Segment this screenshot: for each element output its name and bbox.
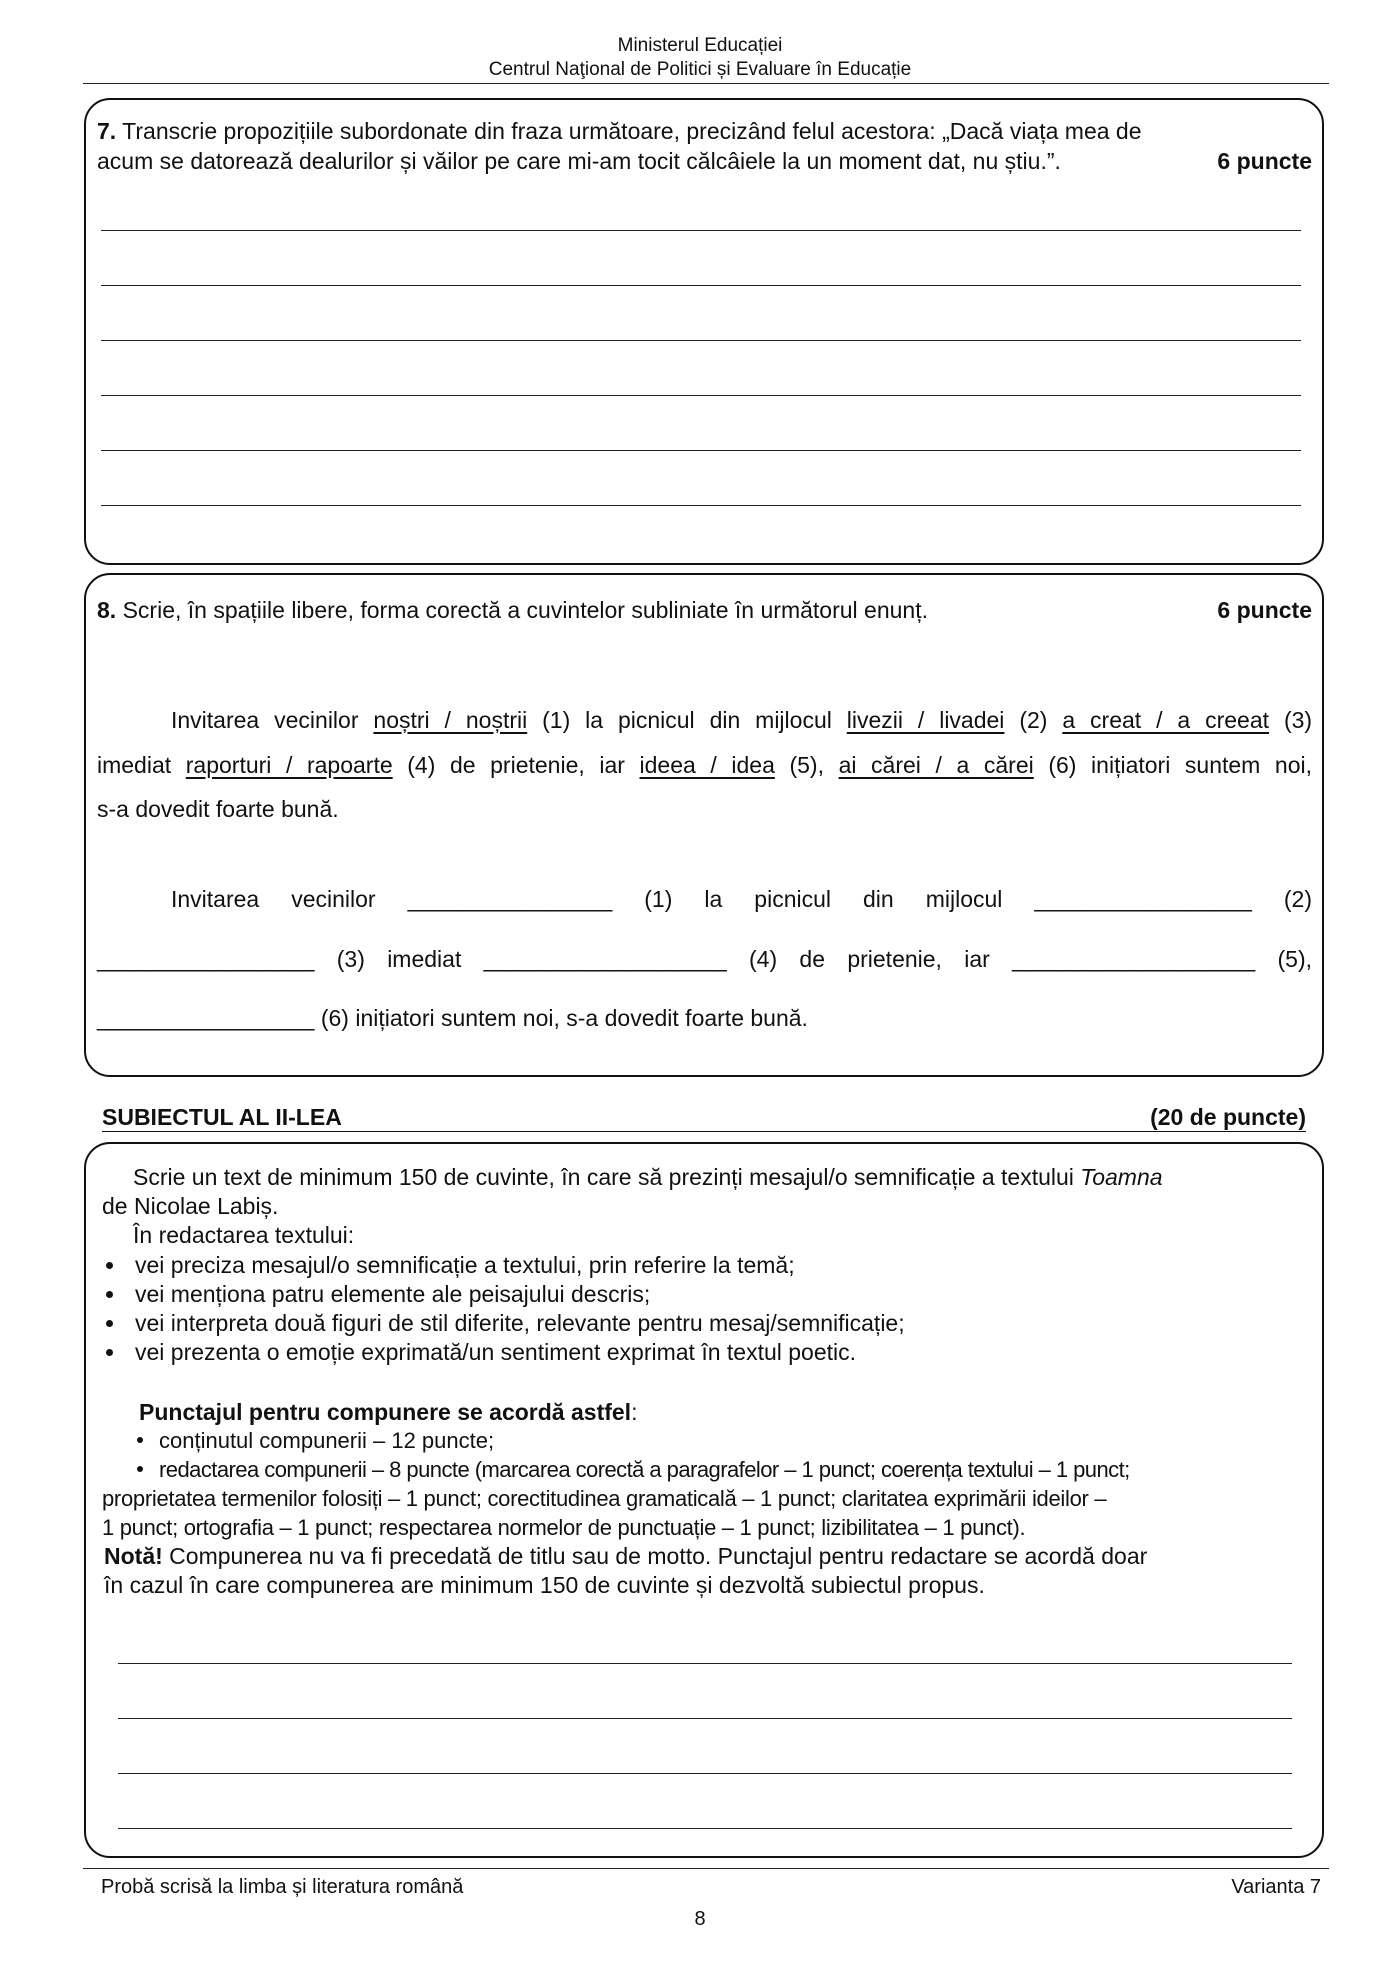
subject-2-intro-line2: de Nicolae Labiș.	[102, 1193, 279, 1219]
bullet-icon	[106, 1262, 113, 1269]
question-7-line2	[97, 147, 1312, 176]
sentence-text: (5),	[774, 752, 839, 778]
underlined-word: livezii / livadei	[846, 707, 1005, 733]
sentence-text: (2)	[1004, 707, 1063, 733]
fill-in-line2[interactable]: _________________ (3) imediat ___________________ (4) de prietenie, iar ___________________ (5),	[97, 946, 1312, 972]
fill-blank[interactable]: _________________	[1034, 886, 1252, 912]
subject-2-points: (20 de puncte)	[1150, 1104, 1306, 1130]
footer-divider	[83, 1868, 1329, 1869]
footer-variant: Varianta 7	[1231, 1876, 1321, 1898]
underlined-word: raporturi / rapoarte	[185, 752, 393, 778]
sentence-text: (4) de prietenie, iar	[392, 752, 640, 778]
question-8-sentence-line3: s-a dovedit foarte bună.	[97, 796, 339, 822]
score-redactare-line1: redactarea compunerii – 8 puncte (marcarea corectă a paragrafelor – 1 punct; coerența textului – 1 punct;	[159, 1457, 1130, 1482]
scoring-title	[139, 1398, 637, 1427]
scoring-title-text: Punctajul pentru compunere se acordă astfel	[139, 1399, 632, 1425]
note-line1	[104, 1542, 1314, 1571]
answer-line[interactable]	[101, 395, 1301, 396]
answer-line[interactable]	[118, 1773, 1292, 1774]
answer-line[interactable]	[118, 1718, 1292, 1719]
question-7-number: 7.	[97, 118, 117, 144]
subject-2-title: SUBIECTUL AL II-LEA	[102, 1104, 342, 1130]
question-8-number: 8.	[97, 597, 117, 623]
intro-text: Scrie un text de minimum 150 de cuvinte, în care să prezinți mesajul/o semnificație a textului	[133, 1164, 1081, 1190]
answer-line[interactable]	[101, 505, 1301, 506]
fill-in-line1[interactable]	[171, 885, 1312, 914]
question-8-prompt: Scrie, în spațiile libere, forma corectă a cuvintelor subliniate în următorul enunț.	[122, 597, 928, 623]
answer-line[interactable]	[101, 285, 1301, 286]
underlined-word: ai cărei / a cărei	[838, 752, 1034, 778]
fill-text: din	[863, 886, 894, 912]
fill-text: (2)	[1283, 886, 1312, 912]
question-8-box	[84, 573, 1324, 1077]
question-8-prompt-line	[97, 596, 1197, 625]
sentence-text: imediat	[97, 752, 186, 778]
header-divider	[83, 83, 1329, 84]
note-text: Compunerea nu va fi precedată de titlu sau de motto. Punctajul pentru redactare se acordă doar	[162, 1543, 1148, 1569]
answer-line[interactable]	[101, 230, 1301, 231]
fill-in-line3[interactable]: _________________ (6) inițiatori suntem noi, s-a dovedit foarte bună.	[97, 1005, 808, 1031]
header-ministry: Ministerul Educației	[617, 35, 783, 56]
page-number: 8	[694, 1908, 706, 1930]
subject-2-intro-line1	[133, 1163, 1313, 1192]
answer-line[interactable]	[118, 1828, 1292, 1829]
poem-title: Toamna	[1080, 1164, 1163, 1190]
note-line2: în cazul în care compunerea are minimum 150 de cuvinte și dezvoltă subiectul propus.	[104, 1572, 985, 1598]
fill-text: (1)	[644, 886, 673, 912]
sentence-text: (6) inițiatori suntem noi,	[1033, 752, 1313, 778]
fill-text: picnicul	[754, 886, 832, 912]
score-redactare-line3: 1 punct; ortografia – 1 punct; respectarea normelor de punctuație – 1 punct; lizibilitatea – 1 punct).	[102, 1515, 1026, 1540]
bullet-icon	[106, 1291, 113, 1298]
scoring-colon: :	[631, 1399, 638, 1425]
fill-text: mijlocul	[925, 886, 1003, 912]
sentence-text: (1) la picnicul din mijlocul	[527, 707, 847, 733]
answer-line[interactable]	[101, 340, 1301, 341]
note-label: Notă!	[104, 1543, 163, 1569]
question-7-line1	[97, 117, 1312, 146]
bullet-icon	[137, 1466, 143, 1472]
bullet-icon	[106, 1320, 113, 1327]
requirement-item: vei interpreta două figuri de stil diferite, relevante pentru mesaj/semnificație;	[135, 1310, 905, 1336]
score-content: conținutul compunerii – 12 puncte;	[159, 1428, 495, 1453]
question-8-sentence-line1	[171, 706, 1312, 735]
question-7-text-2: acum se datorează dealurilor și văilor pe care mi-am tocit călcâiele la un moment dat, nu știu.”.	[97, 148, 1061, 174]
sentence-text: Invitarea vecinilor	[171, 707, 374, 733]
underlined-word: a creat / a creeat	[1062, 707, 1270, 733]
question-8-points: 6 puncte	[1217, 597, 1312, 623]
requirement-item: vei prezenta o emoție exprimată/un sentiment exprimat în textul poetic.	[135, 1339, 857, 1365]
answer-line[interactable]	[118, 1663, 1292, 1664]
question-7-points: 6 puncte	[1217, 148, 1312, 174]
footer-exam-name: Probă scrisă la limba și literatura română	[101, 1876, 464, 1898]
subject-2-underline	[102, 1131, 1306, 1132]
underlined-word: noștri / noștrii	[373, 707, 528, 733]
bullet-icon	[137, 1437, 143, 1443]
answer-line[interactable]	[101, 450, 1301, 451]
header-center: Centrul Naţional de Politici și Evaluare în Educație	[488, 59, 912, 80]
bullet-icon	[106, 1349, 113, 1356]
fill-text: la	[704, 886, 723, 912]
fill-text: vecinilor	[291, 886, 376, 912]
requirement-item: vei preciza mesajul/o semnificație a textului, prin referire la temă;	[135, 1252, 795, 1278]
sentence-text: (3)	[1269, 707, 1313, 733]
fill-text: Invitarea	[171, 886, 260, 912]
subject-2-redactare: În redactarea textului:	[133, 1222, 355, 1248]
question-7-text-1: Transcrie propozițiile subordonate din fraza următoare, precizând felul acestora: „Dacă viața mea de	[122, 118, 1142, 144]
score-redactare-line2: proprietatea termenilor folosiți – 1 punct; corectitudinea gramaticală – 1 punct; claritatea exprimării ideilor –	[102, 1486, 1107, 1511]
question-8-sentence-line2	[97, 751, 1312, 780]
underlined-word: ideea / idea	[639, 752, 775, 778]
fill-blank[interactable]: ________________	[407, 886, 613, 912]
requirement-item: vei menționa patru elemente ale peisajului descris;	[135, 1281, 651, 1307]
